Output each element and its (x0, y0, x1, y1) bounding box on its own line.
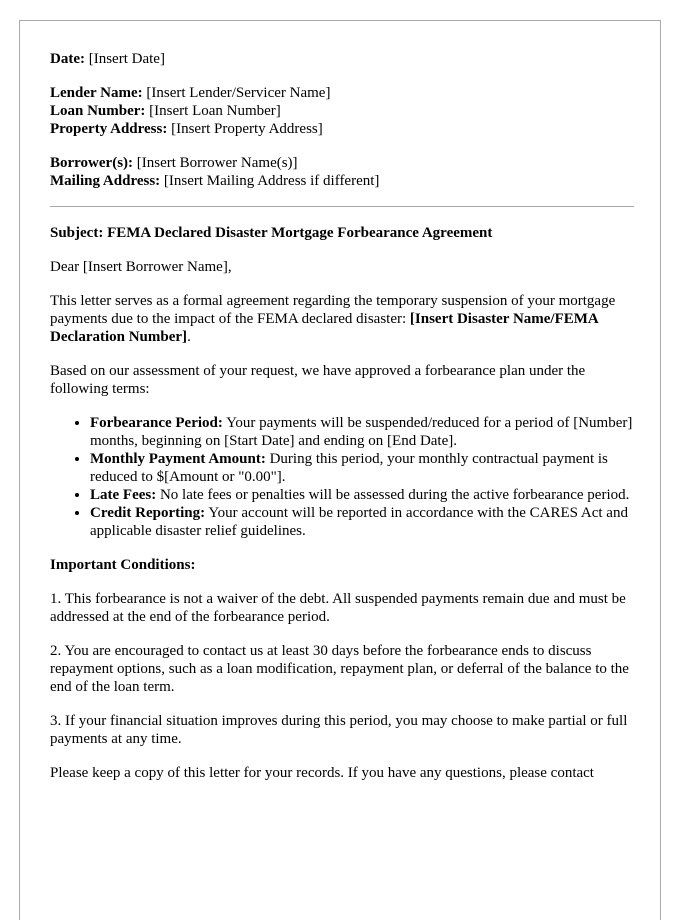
date-line (50, 50, 634, 68)
term-text: During this period, your monthly contractual payment is reduced to $[Amount or "0.00"]. (90, 451, 608, 485)
property-value: [Insert Property Address] (171, 121, 323, 137)
term-text: No late fees or penalties will be assessed during the active forbearance period. (156, 487, 630, 503)
term-label: Late Fees: (90, 487, 157, 503)
loan-line (50, 102, 634, 120)
intro-text: This letter serves as a formal agreement regarding the temporary suspension of your mortgage payments due to the impact of the FEMA declared disaster: (50, 293, 616, 327)
intro-paragraph (50, 292, 634, 346)
list-item (90, 414, 634, 450)
intro-end: . (187, 329, 191, 345)
condition-item: 1. This forbearance is not a waiver of the debt. All suspended payments remain due and must be addressed at the end of the forbearance period. (50, 591, 626, 625)
term-text: Your payments will be suspended/reduced for a period of [Number] months, beginning on [Start Date] and ending on [End Date]. (90, 415, 633, 449)
assessment-paragraph: Based on our assessment of your request, we have approved a forbearance plan under the following terms: (50, 363, 586, 397)
borrower-block (50, 154, 634, 190)
lender-line (50, 84, 634, 102)
property-label: Property Address: (50, 121, 168, 137)
term-text: Your account will be reported in accordance with the CARES Act and applicable disaster relief guidelines. (90, 505, 628, 539)
condition-item: 2. You are encouraged to contact us at least 30 days before the forbearance ends to discuss repayment options, such as a loan modification, repayment plan, or deferral of the balance to the end of the loan term. (50, 643, 629, 695)
subject-line: Subject: FEMA Declared Disaster Mortgage Forbearance Agreement (50, 225, 493, 241)
borrower-label: Borrower(s): (50, 155, 134, 171)
term-label: Forbearance Period: (90, 415, 223, 431)
date-block (50, 50, 634, 68)
term-label: Credit Reporting: (90, 505, 206, 521)
borrower-line (50, 154, 634, 172)
list-item (90, 504, 634, 540)
terms-list (50, 414, 634, 540)
header-divider (50, 206, 634, 207)
salutation: Dear [Insert Borrower Name], (50, 259, 232, 275)
loan-value: [Insert Loan Number] (149, 103, 281, 119)
mailing-line (50, 172, 634, 190)
lender-block (50, 84, 634, 138)
closing-paragraph: Please keep a copy of this letter for your records. If you have any questions, please contact (50, 765, 594, 781)
letter-page (19, 20, 661, 920)
lender-value: [Insert Lender/Servicer Name] (146, 85, 331, 101)
letter-content (50, 50, 634, 798)
disaster-name: [Insert Disaster Name/FEMA Declaration Number] (50, 311, 598, 345)
date-value: [Insert Date] (88, 51, 165, 67)
mailing-label: Mailing Address: (50, 173, 161, 189)
loan-label: Loan Number: (50, 103, 146, 119)
condition-item: 3. If your financial situation improves during this period, you may choose to make partial or full payments at any time. (50, 713, 628, 747)
list-item (90, 486, 634, 504)
borrower-value: [Insert Borrower Name(s)] (136, 155, 298, 171)
list-item (90, 450, 634, 486)
lender-label: Lender Name: (50, 85, 143, 101)
property-line (50, 120, 634, 138)
term-label: Monthly Payment Amount: (90, 451, 266, 467)
mailing-value: [Insert Mailing Address if different] (163, 173, 380, 189)
date-label: Date: (50, 51, 85, 67)
conditions-heading: Important Conditions: (50, 557, 196, 573)
